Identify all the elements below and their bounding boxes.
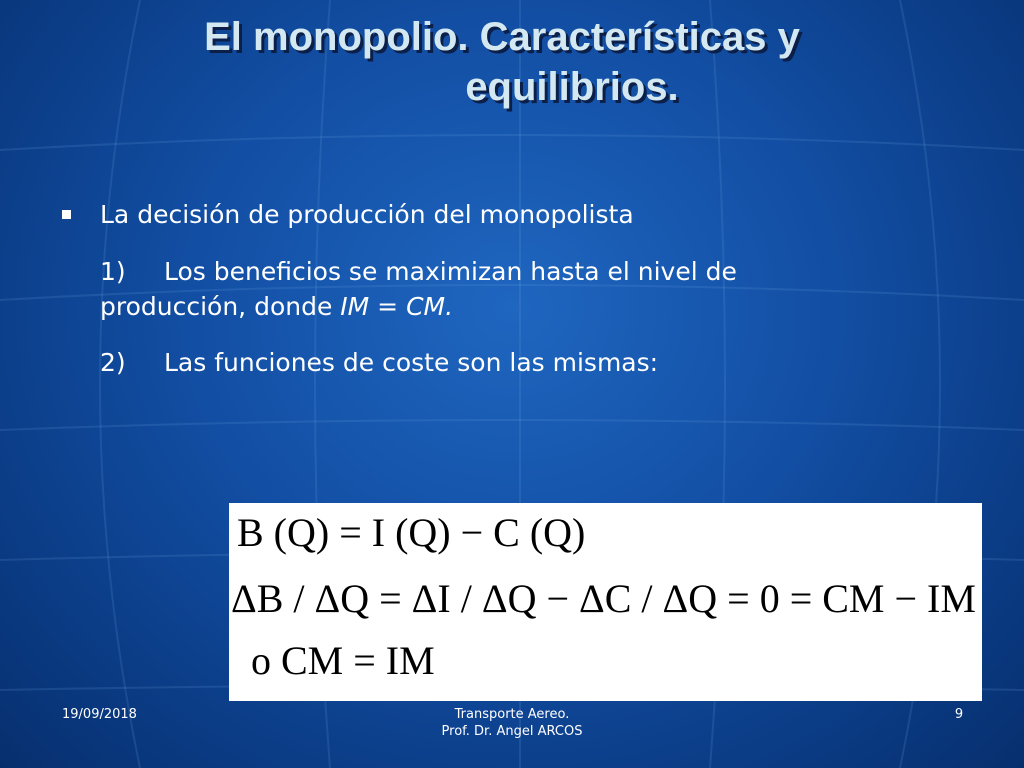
- item-number: 2): [100, 348, 126, 377]
- title-line-1: El monopolio. Características y: [204, 15, 800, 59]
- slide-content: [60, 196, 960, 380]
- item-text: Las funciones de coste son las mismas:: [164, 348, 659, 377]
- numbered-item-2: [60, 345, 960, 380]
- footer-date: 19/09/2018: [62, 707, 137, 722]
- footer-author: Prof. Dr. Angel ARCOS: [441, 724, 583, 739]
- equation-equilibrium: o CM = IM: [251, 638, 435, 683]
- item-text-continued: producción, donde: [100, 292, 341, 321]
- item-text: Los beneficios se maximizan hasta el nivel de: [164, 257, 737, 286]
- equation-profit: B (Q) = I (Q) − C (Q): [237, 510, 586, 555]
- slide-title: [0, 12, 1024, 112]
- footer-page-number: 9: [954, 707, 964, 722]
- item-formula: IM = CM.: [340, 292, 454, 321]
- footer-course: Transporte Aereo.: [454, 707, 570, 722]
- footer-center: [412, 706, 612, 740]
- square-bullet-icon: [62, 210, 71, 219]
- equation-marginal: ΔB / ΔQ = ΔI / ΔQ − ΔC / ΔQ = 0 = CM − IM: [231, 576, 976, 621]
- title-line-2: equilibrios.: [465, 65, 679, 109]
- item-number: 1): [100, 257, 126, 286]
- bullet-item: [60, 196, 960, 234]
- equation-box: [229, 503, 982, 701]
- numbered-item-1: [60, 254, 960, 324]
- bullet-text: La decisión de producción del monopolista: [100, 200, 634, 229]
